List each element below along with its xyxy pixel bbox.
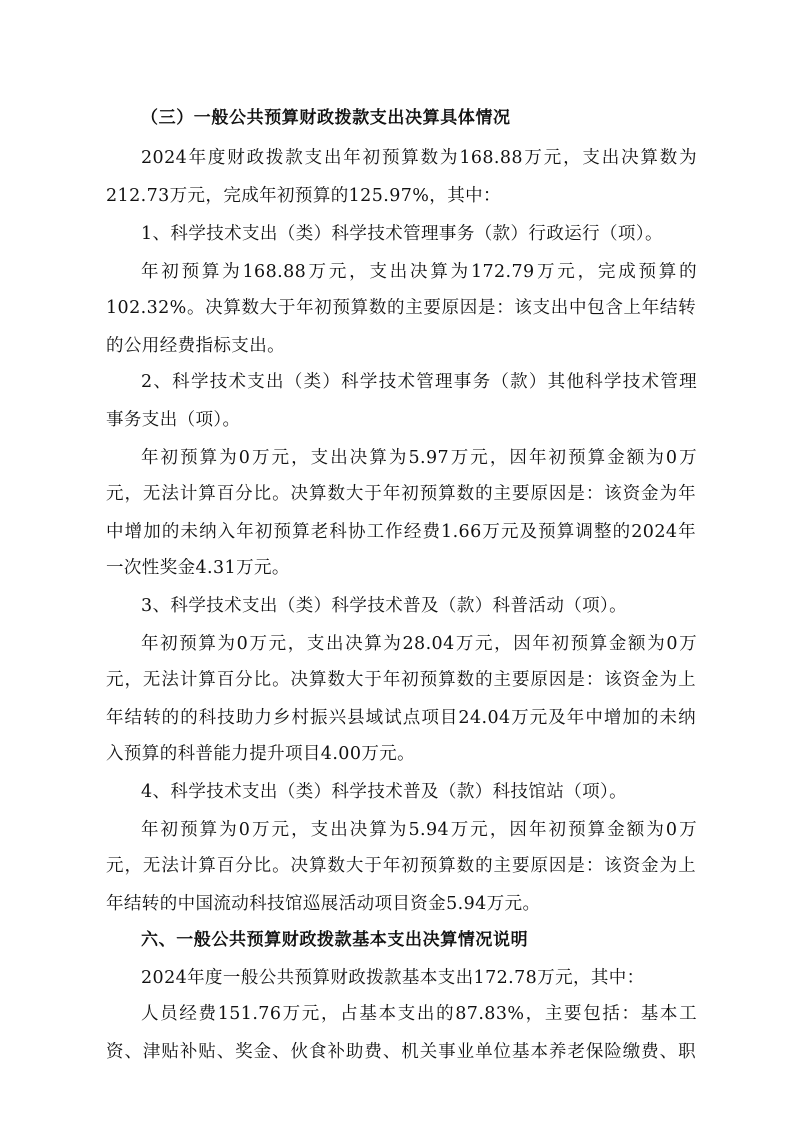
paragraph-line: 102.32%。决算数大于年初预算数的主要原因是：该支出中包含上年结转: [106, 298, 696, 318]
paragraph-line: 年初预算为0万元，支出决算为5.94万元，因年初预算金额为0万: [141, 820, 697, 840]
item-2-title: 2、科学技术支出（类）科学技术管理事务（款）其他科学技术管理: [141, 372, 697, 392]
paragraph-line: 元，无法计算百分比。决算数大于年初预算数的主要原因是：该资金为年: [106, 484, 696, 504]
paragraph-line: 一次性奖金4.31万元。: [106, 558, 290, 578]
paragraph-line: 年结转的的科技助力乡村振兴县域试点项目24.04万元及年中增加的未纳: [106, 708, 696, 728]
paragraph-line: 元，无法计算百分比。决算数大于年初预算数的主要原因是：该资金为上: [106, 856, 696, 876]
section-heading-3: （三）一般公共预算财政拨款支出决算具体情况: [141, 108, 511, 128]
paragraph-line: 年结转的中国流动科技馆巡展活动项目资金5.94万元。: [106, 894, 541, 914]
paragraph-line: 元，无法计算百分比。决算数大于年初预算数的主要原因是：该资金为上: [106, 670, 696, 690]
paragraph-line: 2024年度一般公共预算财政拨款基本支出172.78万元，其中：: [141, 968, 645, 988]
section-heading-6: 六、一般公共预算财政拨款基本支出决算情况说明: [141, 930, 529, 950]
paragraph-line: 2024年度财政拨款支出年初预算数为168.88万元，支出决算数为: [141, 148, 697, 168]
paragraph-line: 年初预算为0万元，支出决算为5.97万元，因年初预算金额为0万: [141, 448, 697, 468]
paragraph-line: 中增加的未纳入年初预算老科协工作经费1.66万元及预算调整的2024年: [106, 522, 696, 542]
paragraph-line: 年初预算为0万元，支出决算为28.04万元，因年初预算金额为0万: [141, 634, 697, 654]
item-2-title-cont: 事务支出（项）。: [106, 410, 241, 430]
paragraph-line: 资、津贴补贴、奖金、伙食补助费、机关事业单位基本养老保险缴费、职: [106, 1042, 696, 1062]
item-4-title: 4、科学技术支出（类）科学技术普及（款）科技馆站（项）。: [141, 782, 628, 802]
paragraph-line: 212.73万元，完成年初预算的125.97%，其中：: [106, 186, 501, 206]
paragraph-line: 入预算的科普能力提升项目4.00万元。: [106, 744, 416, 764]
paragraph-line: 的公用经费指标支出。: [106, 336, 285, 356]
item-3-title: 3、科学技术支出（类）科学技术普及（款）科普活动（项）。: [141, 596, 628, 616]
paragraph-line: 人员经费151.76万元，占基本支出的87.83%，主要包括：基本工: [141, 1004, 697, 1024]
paragraph-line: 年初预算为168.88万元，支出决算为172.79万元，完成预算的: [141, 262, 697, 282]
item-1-title: 1、科学技术支出（类）科学技术管理事务（款）行政运行（项）。: [141, 224, 663, 244]
